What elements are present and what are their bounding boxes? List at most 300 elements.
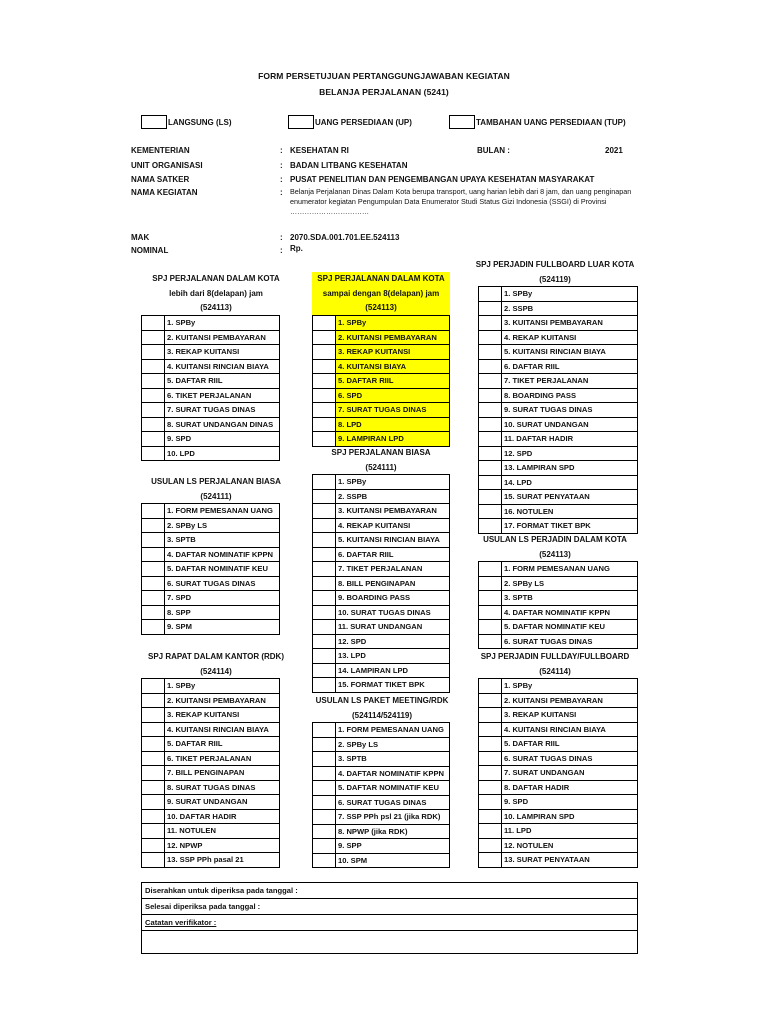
check-cell[interactable] <box>479 620 502 635</box>
checklist-row <box>313 591 450 606</box>
checklist-item-label: 2. KUITANSI PEMBAYARAN <box>165 693 280 708</box>
check-cell[interactable] <box>313 678 336 693</box>
checklist-item-label: 6. SPD <box>336 388 450 403</box>
check-cell[interactable] <box>142 620 165 635</box>
nominal-value: Rp. <box>290 244 303 253</box>
diserahkan-row[interactable] <box>142 883 637 899</box>
check-cell[interactable] <box>142 824 165 839</box>
check-cell[interactable] <box>142 504 165 519</box>
checklist-row <box>479 359 638 374</box>
section-title-line: (524113) <box>365 303 397 312</box>
mak-value: 2070.SDA.001.701.EE.524113 <box>290 233 400 242</box>
check-cell[interactable] <box>479 838 502 853</box>
checklist-row <box>142 591 280 606</box>
checklist-row <box>142 504 280 519</box>
checklist-row <box>479 301 638 316</box>
section-title-line: SPJ PERJADIN FULLBOARD LUAR KOTA <box>475 260 635 269</box>
checklist-usulan-ls-dalam-kota <box>478 561 638 649</box>
check-cell[interactable] <box>142 359 165 374</box>
checklist-item-label: 8. NPWP (jika RDK) <box>336 824 450 839</box>
checklist-row <box>313 489 450 504</box>
selesai-label: Selesai diperiksa pada tanggal : <box>145 902 261 911</box>
section-title-line: SPJ PERJADIN FULLDAY/FULLBOARD <box>480 652 630 661</box>
check-cell[interactable] <box>479 446 502 461</box>
check-cell[interactable] <box>313 518 336 533</box>
checklist-row <box>313 737 450 752</box>
checklist-row <box>479 330 638 345</box>
checklist-item-label: 4. REKAP KUITANSI <box>336 518 450 533</box>
check-cell[interactable] <box>142 345 165 360</box>
checklist-row <box>313 417 450 432</box>
check-cell[interactable] <box>142 446 165 461</box>
catatan-input-area[interactable] <box>142 931 637 953</box>
check-cell[interactable] <box>313 766 336 781</box>
checklist-item-label: 6. TIKET PERJALANAN <box>165 751 280 766</box>
check-cell[interactable] <box>313 403 336 418</box>
checklist-row <box>313 781 450 796</box>
tup-checkbox[interactable] <box>449 115 475 129</box>
checklist-row <box>479 461 638 476</box>
checklist-row <box>479 417 638 432</box>
check-cell[interactable] <box>479 824 502 839</box>
checklist-item-label: 6. DAFTAR RIIL <box>502 359 638 374</box>
checklist-row <box>313 547 450 562</box>
check-cell[interactable] <box>142 591 165 606</box>
checklist-row <box>142 722 280 737</box>
check-cell[interactable] <box>313 781 336 796</box>
checklist-row <box>313 316 450 331</box>
check-cell[interactable] <box>142 518 165 533</box>
checklist-row <box>313 533 450 548</box>
checklist-item-label: 4. DAFTAR NOMINATIF KPPN <box>165 547 280 562</box>
checklist-perjalanan-biasa <box>312 474 450 693</box>
satker-label: NAMA SATKER <box>131 175 190 184</box>
checklist-item-label: 10. LPD <box>165 446 280 461</box>
checklist-row <box>142 359 280 374</box>
checklist-item-label: 3. REKAP KUITANSI <box>165 708 280 723</box>
check-cell[interactable] <box>479 504 502 519</box>
checklist-item-label: 4. KUITANSI RINCIAN BIAYA <box>502 722 638 737</box>
check-cell[interactable] <box>313 330 336 345</box>
check-cell[interactable] <box>479 679 502 694</box>
up-label: UANG PERSEDIAAN (UP) <box>315 118 412 127</box>
checklist-row <box>313 620 450 635</box>
checklist-row <box>313 663 450 678</box>
checklist-row <box>479 809 638 824</box>
checklist-row <box>479 620 638 635</box>
check-cell[interactable] <box>142 722 165 737</box>
checklist-row <box>313 330 450 345</box>
checklist-item-label: 3. SPTB <box>165 533 280 548</box>
colon: : <box>280 233 283 242</box>
checklist-row <box>479 519 638 534</box>
check-cell[interactable] <box>313 795 336 810</box>
checklist-item-label: 14. LPD <box>502 475 638 490</box>
checklist-item-label: 5. KUITANSI RINCIAN BIAYA <box>502 345 638 360</box>
section-title-line: (524114) <box>200 666 232 676</box>
checklist-item-label: 9. SPD <box>502 795 638 810</box>
colon: : <box>280 175 283 184</box>
section-title-fullboard-luar <box>470 258 640 287</box>
check-cell[interactable] <box>313 634 336 649</box>
checklist-item-label: 9. SPM <box>165 620 280 635</box>
checklist-item-label: 7. SURAT TUGAS DINAS <box>165 403 280 418</box>
checklist-item-label: 7. TIKET PERJALANAN <box>502 374 638 389</box>
checklist-item-label: 3. KUITANSI PEMBAYARAN <box>336 504 450 519</box>
check-cell[interactable] <box>313 562 336 577</box>
checklist-fullday <box>478 678 638 868</box>
check-cell[interactable] <box>479 388 502 403</box>
checklist-row <box>142 766 280 781</box>
check-cell[interactable] <box>479 766 502 781</box>
check-cell[interactable] <box>313 576 336 591</box>
tup-label: TAMBAHAN UANG PERSEDIAAN (TUP) <box>476 118 626 127</box>
checklist-row <box>479 737 638 752</box>
check-cell[interactable] <box>313 475 336 490</box>
section-title-line: (524114) <box>539 666 571 676</box>
check-cell[interactable] <box>479 722 502 737</box>
form-subtitle: BELANJA PERJALANAN (5241) <box>319 87 449 97</box>
checklist-row <box>142 345 280 360</box>
check-cell[interactable] <box>142 780 165 795</box>
check-cell[interactable] <box>313 737 336 752</box>
colon: : <box>280 146 283 155</box>
checklist-row <box>479 591 638 606</box>
checklist-row <box>479 504 638 519</box>
check-cell[interactable] <box>313 591 336 606</box>
checklist-item-label: 10. SURAT TUGAS DINAS <box>336 605 450 620</box>
check-cell[interactable] <box>142 403 165 418</box>
checklist-row <box>479 287 638 302</box>
checklist-row <box>313 810 450 825</box>
checklist-item-label: 2. SPBy LS <box>502 576 638 591</box>
check-cell[interactable] <box>313 533 336 548</box>
colon: : <box>280 188 283 197</box>
checklist-row <box>313 839 450 854</box>
checklist-row <box>313 403 450 418</box>
checklist-row <box>142 562 280 577</box>
checklist-row <box>479 446 638 461</box>
check-cell[interactable] <box>479 605 502 620</box>
checklist-row <box>142 780 280 795</box>
nominal-label: NOMINAL <box>131 246 169 255</box>
section-title-usulan-paket <box>302 694 462 723</box>
checklist-item-label: 12. NOTULEN <box>502 838 638 853</box>
check-cell[interactable] <box>313 620 336 635</box>
checklist-item-label: 1. SPBy <box>502 287 638 302</box>
checklist-item-label: 2. SSPB <box>502 301 638 316</box>
check-cell[interactable] <box>479 693 502 708</box>
check-cell[interactable] <box>142 693 165 708</box>
checklist-item-label: 3. KUITANSI PEMBAYARAN <box>502 316 638 331</box>
check-cell[interactable] <box>479 374 502 389</box>
checklist-row <box>313 562 450 577</box>
check-cell[interactable] <box>479 519 502 534</box>
checklist-row <box>142 330 280 345</box>
checklist-item-label: 3. SPTB <box>336 752 450 767</box>
check-cell[interactable] <box>313 723 336 738</box>
kegiatan-value: Belanja Perjalanan Dinas Dalam Kota berupa transport, uang harian lebih dari 8 jam, dan uang penginapan enumerator kegiatan Pengumpulan Data Enumerator Studi Status Gizi Indonesia (SSGI) di Provinsi …………………………… <box>290 187 632 216</box>
checklist-item-label: 1. SPBy <box>165 316 280 331</box>
section-title-rapat-kantor <box>131 650 301 679</box>
check-cell[interactable] <box>313 649 336 664</box>
checklist-item-label: 7. SURAT TUGAS DINAS <box>336 403 450 418</box>
checklist-item-label: 9. SPP <box>336 839 450 854</box>
section-title-line: SPJ PERJALANAN DALAM KOTA <box>152 274 280 283</box>
check-cell[interactable] <box>479 417 502 432</box>
section-title-line: (524113) <box>539 549 571 559</box>
check-cell[interactable] <box>479 432 502 447</box>
checklist-item-label: 1. FORM PEMESANAN UANG <box>336 723 450 738</box>
check-cell[interactable] <box>142 547 165 562</box>
checklist-item-label: 6. SURAT TUGAS DINAS <box>336 795 450 810</box>
check-cell[interactable] <box>313 417 336 432</box>
checklist-row <box>142 417 280 432</box>
form-title: FORM PERSETUJUAN PERTANGGUNGJAWABAN KEGIATAN <box>258 71 510 81</box>
check-cell[interactable] <box>142 388 165 403</box>
checklist-fullboard-luar <box>478 286 638 534</box>
checklist-row <box>313 634 450 649</box>
checklist-item-label: 2. SPBy LS <box>165 518 280 533</box>
checklist-row <box>142 737 280 752</box>
checklist-item-label: 6. SURAT TUGAS DINAS <box>165 576 280 591</box>
check-cell[interactable] <box>479 301 502 316</box>
check-cell[interactable] <box>313 504 336 519</box>
checklist-item-label: 13. LPD <box>336 649 450 664</box>
checklist-row <box>479 345 638 360</box>
check-cell[interactable] <box>142 533 165 548</box>
checklist-item-label: 6. SURAT TUGAS DINAS <box>502 634 638 649</box>
selesai-row[interactable] <box>142 899 637 915</box>
checklist-item-label: 5. DAFTAR RIIL <box>165 737 280 752</box>
check-cell[interactable] <box>479 576 502 591</box>
checklist-item-label: 1. FORM PEMESANAN UANG <box>165 504 280 519</box>
checklist-row <box>313 388 450 403</box>
check-cell[interactable] <box>479 475 502 490</box>
checklist-item-label: 15. FORMAT TIKET BPK <box>336 678 450 693</box>
check-cell[interactable] <box>313 489 336 504</box>
check-cell[interactable] <box>479 345 502 360</box>
checklist-item-label: 3. REKAP KUITANSI <box>336 345 450 360</box>
checklist-row <box>142 547 280 562</box>
check-cell[interactable] <box>142 432 165 447</box>
section-title-fullday <box>470 650 640 679</box>
checklist-row <box>479 475 638 490</box>
check-cell[interactable] <box>142 809 165 824</box>
check-cell[interactable] <box>313 663 336 678</box>
checklist-item-label: 8. SURAT TUGAS DINAS <box>165 780 280 795</box>
section-title-perjalanan-biasa <box>312 446 450 475</box>
check-cell[interactable] <box>479 330 502 345</box>
checklist-row <box>313 432 450 447</box>
check-cell[interactable] <box>313 605 336 620</box>
checklist-item-label: 4. KUITANSI BIAYA <box>336 359 450 374</box>
checklist-row <box>479 679 638 694</box>
check-cell[interactable] <box>142 374 165 389</box>
up-checkbox[interactable] <box>288 115 314 129</box>
checklist-item-label: 10. SPM <box>336 853 450 868</box>
check-cell[interactable] <box>142 562 165 577</box>
check-cell[interactable] <box>142 853 165 868</box>
check-cell[interactable] <box>142 316 165 331</box>
check-cell[interactable] <box>479 591 502 606</box>
check-cell[interactable] <box>142 576 165 591</box>
checklist-item-label: 1. SPBy <box>336 475 450 490</box>
check-cell[interactable] <box>479 634 502 649</box>
ls-checkbox[interactable] <box>141 115 167 129</box>
section-title-line: SPJ PERJALANAN DALAM KOTA <box>317 274 445 283</box>
checklist-item-label: 13. SURAT PENYATAAN <box>502 853 638 868</box>
check-cell[interactable] <box>479 316 502 331</box>
checklist-item-label: 3. REKAP KUITANSI <box>165 345 280 360</box>
check-cell[interactable] <box>313 839 336 854</box>
check-cell[interactable] <box>479 708 502 723</box>
check-cell[interactable] <box>479 751 502 766</box>
checklist-row <box>479 795 638 810</box>
check-cell[interactable] <box>479 780 502 795</box>
check-cell[interactable] <box>479 853 502 868</box>
section-title-line: (524111) <box>365 462 397 472</box>
check-cell[interactable] <box>313 824 336 839</box>
colon: : <box>280 246 283 255</box>
check-cell[interactable] <box>479 287 502 302</box>
checklist-item-label: 15. SURAT PENYATAAN <box>502 490 638 505</box>
check-cell[interactable] <box>142 838 165 853</box>
checklist-row <box>142 708 280 723</box>
tahun-value: 2021 <box>605 146 623 155</box>
checklist-item-label: 7. SURAT UNDANGAN <box>502 766 638 781</box>
checklist-item-label: 8. SURAT UNDANGAN DINAS <box>165 417 280 432</box>
check-cell[interactable] <box>313 853 336 868</box>
checklist-row <box>142 403 280 418</box>
check-cell[interactable] <box>479 795 502 810</box>
check-cell[interactable] <box>142 766 165 781</box>
checklist-row <box>479 853 638 868</box>
checklist-item-label: 1. FORM PEMESANAN UANG <box>502 562 638 577</box>
checklist-row <box>142 838 280 853</box>
checklist-item-label: 4. REKAP KUITANSI <box>502 330 638 345</box>
checklist-item-label: 8. SPP <box>165 605 280 620</box>
section-title-usulan-ls-dalam-kota <box>470 533 640 562</box>
check-cell[interactable] <box>479 359 502 374</box>
check-cell[interactable] <box>313 359 336 374</box>
checklist-row <box>479 824 638 839</box>
check-cell[interactable] <box>313 547 336 562</box>
check-cell[interactable] <box>313 432 336 447</box>
section-title-line: USULAN LS PERJADIN DALAM KOTA <box>483 535 627 544</box>
checklist-item-label: 4. DAFTAR NOMINATIF KPPN <box>502 605 638 620</box>
checklist-row <box>313 518 450 533</box>
checklist-item-label: 11. DAFTAR HADIR <box>502 432 638 447</box>
checklist-row <box>313 766 450 781</box>
checklist-item-label: 12. SPD <box>336 634 450 649</box>
check-cell[interactable] <box>142 417 165 432</box>
checklist-row <box>313 345 450 360</box>
checklist-item-label: 2. SPBy LS <box>336 737 450 752</box>
checklist-row <box>313 678 450 693</box>
check-cell[interactable] <box>313 374 336 389</box>
check-cell[interactable] <box>142 751 165 766</box>
section-title-line: (524113) <box>200 303 232 312</box>
checklist-item-label: 8. BOARDING PASS <box>502 388 638 403</box>
checklist-row <box>479 766 638 781</box>
check-cell[interactable] <box>313 752 336 767</box>
catatan-row[interactable] <box>142 915 637 931</box>
checklist-item-label: 9. SURAT UNDANGAN <box>165 795 280 810</box>
section-title-line: USULAN LS PERJALANAN BIASA <box>151 477 281 486</box>
checklist-item-label: 9. SPD <box>165 432 280 447</box>
checklist-item-label: 2. KUITANSI PEMBAYARAN <box>502 693 638 708</box>
checklist-item-label: 10. LAMPIRAN SPD <box>502 809 638 824</box>
checklist-row <box>313 605 450 620</box>
checklist-row <box>479 693 638 708</box>
check-cell[interactable] <box>142 679 165 694</box>
check-cell[interactable] <box>142 795 165 810</box>
checklist-item-label: 4. DAFTAR NOMINATIF KPPN <box>336 766 450 781</box>
check-cell[interactable] <box>313 316 336 331</box>
check-cell[interactable] <box>142 737 165 752</box>
checklist-row <box>313 359 450 374</box>
ls-label: LANGSUNG (LS) <box>168 118 232 127</box>
checklist-row <box>142 795 280 810</box>
checklist-row <box>142 679 280 694</box>
checklist-item-label: 6. TIKET PERJALANAN <box>165 388 280 403</box>
checklist-row <box>313 752 450 767</box>
checklist-item-label: 2. KUITANSI PEMBAYARAN <box>165 330 280 345</box>
checklist-row <box>313 649 450 664</box>
checklist-row <box>479 562 638 577</box>
checklist-item-label: 4. KUITANSI RINCIAN BIAYA <box>165 722 280 737</box>
check-cell[interactable] <box>479 490 502 505</box>
checklist-row <box>142 809 280 824</box>
checklist-item-label: 5. DAFTAR NOMINATIF KEU <box>336 781 450 796</box>
checklist-row <box>313 504 450 519</box>
checklist-row <box>313 374 450 389</box>
check-cell[interactable] <box>479 562 502 577</box>
check-cell[interactable] <box>479 403 502 418</box>
check-cell[interactable] <box>313 345 336 360</box>
diserahkan-label: Diserahkan untuk diperiksa pada tanggal : <box>145 886 298 895</box>
checklist-row <box>479 722 638 737</box>
check-cell[interactable] <box>142 605 165 620</box>
checklist-usulan-ls-biasa <box>141 503 280 635</box>
check-cell[interactable] <box>479 737 502 752</box>
check-cell[interactable] <box>142 708 165 723</box>
checklist-item-label: 9. SURAT TUGAS DINAS <box>502 403 638 418</box>
checklist-item-label: 8. DAFTAR HADIR <box>502 780 638 795</box>
checklist-item-label: 8. BILL PENGINAPAN <box>336 576 450 591</box>
checklist-row <box>313 824 450 839</box>
checklist-item-label: 7. BILL PENGINAPAN <box>165 766 280 781</box>
checklist-rapat-kantor <box>141 678 280 868</box>
checklist-row <box>142 316 280 331</box>
kementerian-label: KEMENTERIAN <box>131 146 190 155</box>
check-cell[interactable] <box>313 810 336 825</box>
checklist-row <box>142 576 280 591</box>
checklist-item-label: 5. DAFTAR NOMINATIF KEU <box>502 620 638 635</box>
checklist-row <box>313 576 450 591</box>
section-title-line: SPJ RAPAT DALAM KANTOR (RDK) <box>148 652 284 661</box>
checklist-row <box>479 780 638 795</box>
colon: : <box>280 161 283 170</box>
checklist-item-label: 7. TIKET PERJALANAN <box>336 562 450 577</box>
check-cell[interactable] <box>479 809 502 824</box>
checklist-item-label: 11. LPD <box>502 824 638 839</box>
check-cell[interactable] <box>142 330 165 345</box>
check-cell[interactable] <box>313 388 336 403</box>
check-cell[interactable] <box>479 461 502 476</box>
checklist-row <box>479 403 638 418</box>
